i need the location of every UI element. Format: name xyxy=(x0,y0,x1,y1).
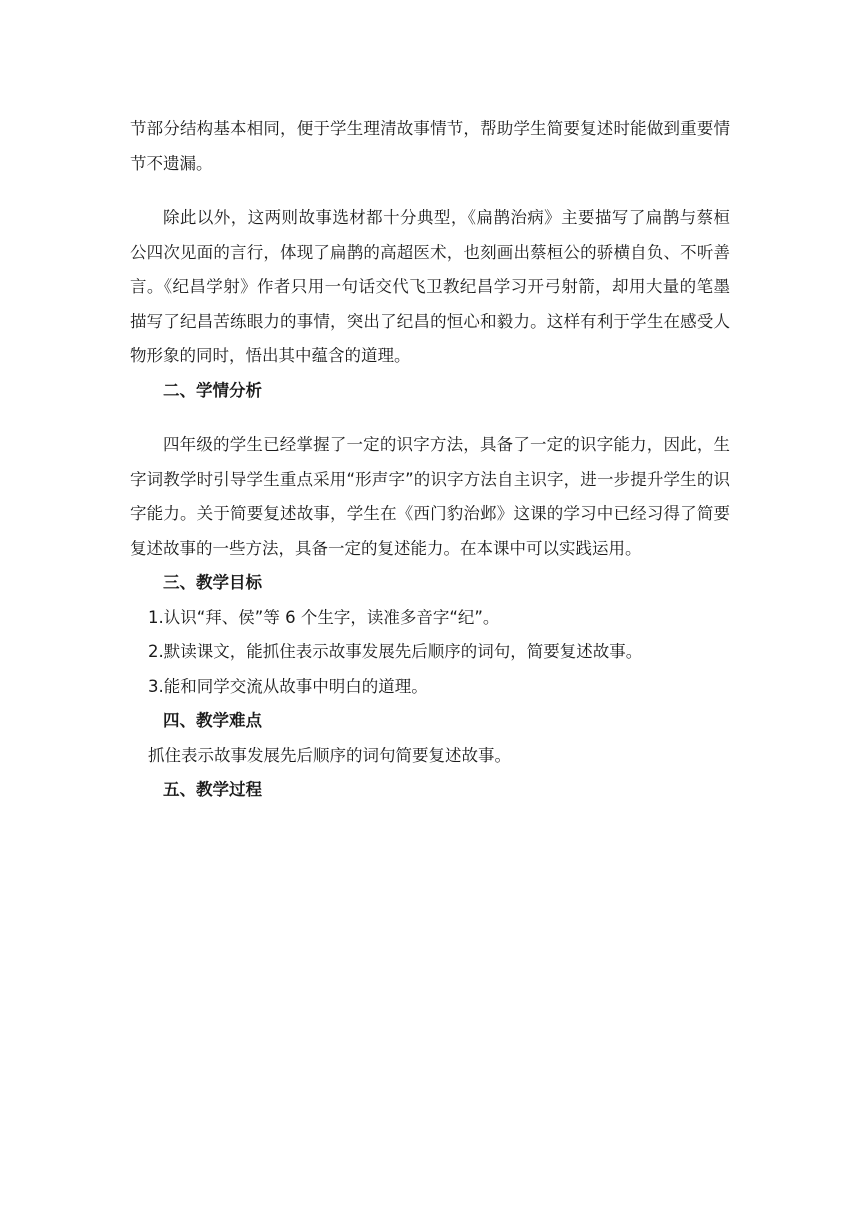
section-heading-teaching-process: 五、教学过程 xyxy=(163,780,262,799)
teaching-difficulty-paragraph: 抓住表示故事发展先后顺序的词句简要复述故事。 xyxy=(148,745,511,765)
objective-item-1: 1.认识“拜、侯”等 6 个生字，读准多音字“纪”。 xyxy=(148,607,500,627)
objective-item-3: 3.能和同学交流从故事中明白的道理。 xyxy=(148,676,428,696)
document-content xyxy=(130,112,730,808)
section-heading-teaching-objectives: 三、教学目标 xyxy=(163,573,262,592)
objective-item-2: 2.默读课文，能抓住表示故事发展先后顺序的词句，简要复述故事。 xyxy=(148,642,643,661)
intro-continuation-paragraph: 节部分结构基本相同，便于学生理清故事情节，帮助学生简要复述时能做到重要情节不遗漏。 xyxy=(130,119,730,173)
section-heading-learner-analysis: 二、学情分析 xyxy=(163,380,262,400)
learner-analysis-paragraph: 四年级的学生已经掌握了一定的识字方法，具备了一定的识字能力，因此，生字词教学时引导学生重点采用“形声字”的识字方法自主识字，进一步提升学生的识字能力。关于简要复述故事，学生在《西门豹治邺》这课的学习中已经习得了简要复述故事的一些方法，具备一定的复述能力。在本课中可以实践运用。 xyxy=(130,435,730,558)
section-heading-teaching-difficulty: 四、教学难点 xyxy=(163,711,262,730)
intro-paragraph: 除此以外，这两则故事选材都十分典型，《扁鹊治病》主要描写了扁鹊与蔡桓公四次见面的言行，体现了扁鹊的高超医术，也刻画出蔡桓公的骄横自负、不听善言。《纪昌学射》作者只用一句话交代飞卫教纪昌学习开弓射箭，却用大量的笔墨描写了纪昌苦练眼力的事情，突出了纪昌的恒心和毅力。这样有利于学生在感受人物形象的同时，悟出其中蕴含的道理。 xyxy=(130,208,730,365)
